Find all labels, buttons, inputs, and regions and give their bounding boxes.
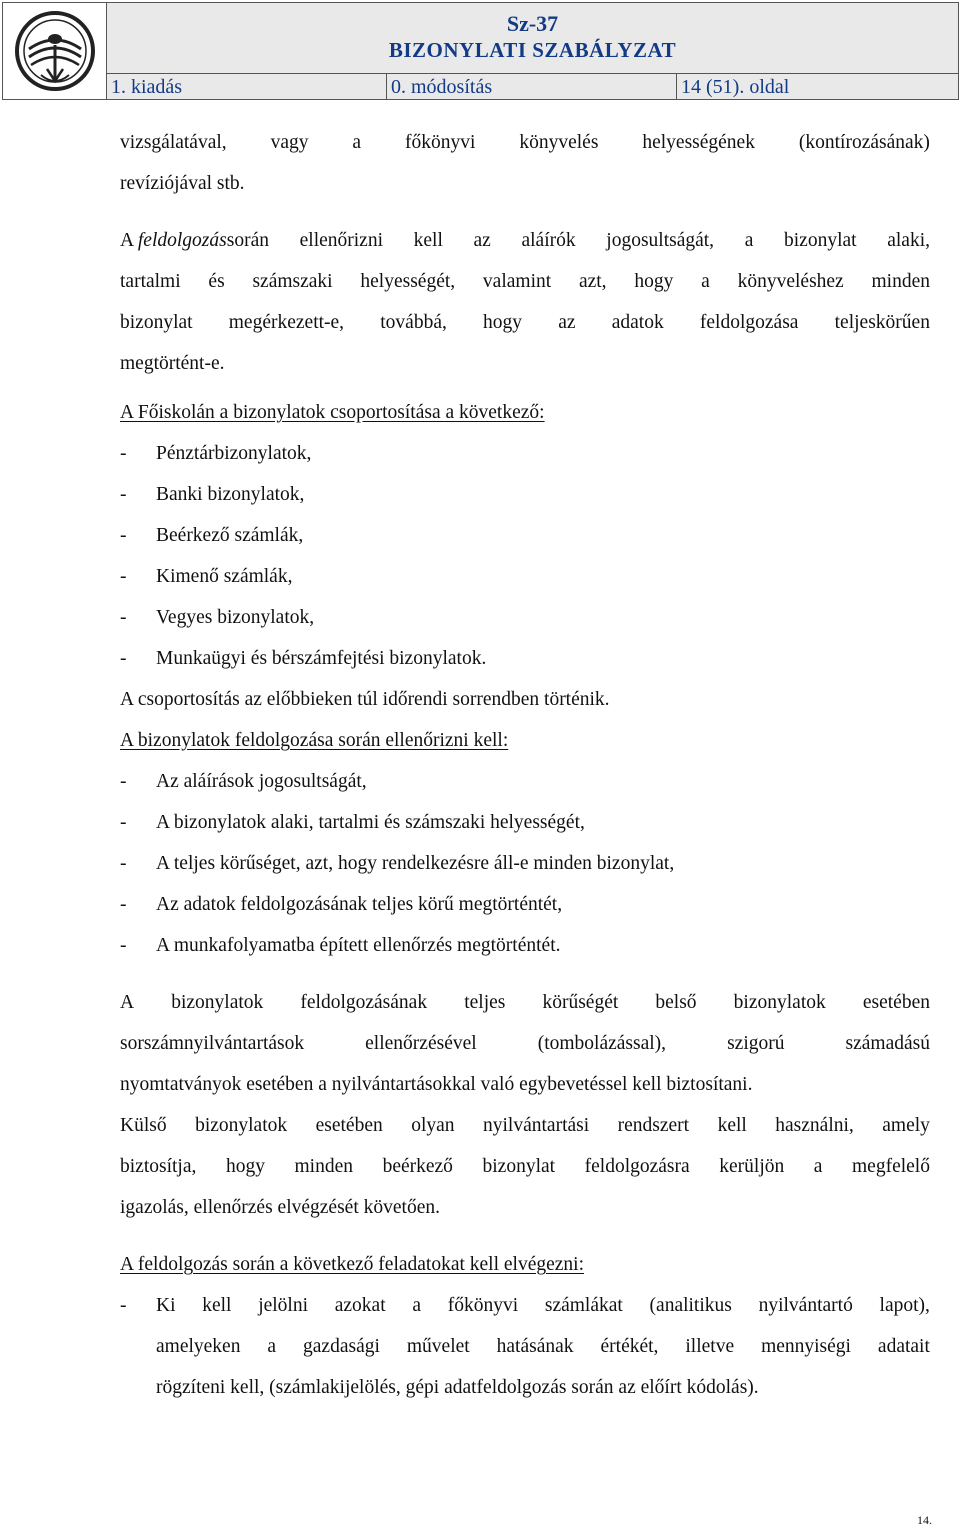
word: illetve — [685, 1336, 735, 1357]
word: a — [267, 1336, 277, 1357]
text-line: igazolás, ellenőrzés elvégzését követően. — [120, 1197, 440, 1218]
word: adatait — [877, 1336, 930, 1357]
list-item: - A munkafolyamatba épített ellenőrzés megtörténtét. — [120, 935, 561, 956]
word: biztosítja, — [120, 1156, 197, 1177]
word: főkönyvi — [405, 132, 476, 153]
word: beérkező — [382, 1156, 453, 1177]
word: jelölni — [258, 1295, 309, 1316]
word: feldolgozásra — [584, 1156, 690, 1177]
document-title: BIZONYLATI SZABÁLYZAT — [388, 38, 677, 62]
word: nyilvántartó — [758, 1295, 853, 1316]
list-item: - Beérkező számlák, — [120, 525, 304, 546]
word: olyan — [411, 1115, 455, 1136]
word: azokat — [334, 1295, 386, 1316]
list-item: - Kimenő számlák, — [120, 566, 293, 587]
word: hogy — [225, 1156, 265, 1177]
section-heading: A feldolgozás során a következő feladatokat kell elvégezni: — [120, 1254, 585, 1275]
word: vizsgálatával, — [120, 132, 227, 153]
word: bizonylatok — [171, 992, 264, 1013]
word: hogy — [483, 312, 523, 333]
word: használni, — [775, 1115, 854, 1136]
modification-label: 0. módosítás — [387, 74, 677, 99]
word: a — [813, 1156, 823, 1177]
word: feldolgozásának — [300, 992, 428, 1013]
checks-list — [120, 761, 930, 966]
text-line — [120, 1105, 930, 1146]
word: Ki — [156, 1295, 176, 1316]
logo — [3, 3, 107, 99]
word: bizonylat — [120, 312, 193, 333]
word: Külső — [120, 1115, 167, 1136]
word: megfelelő — [852, 1156, 930, 1177]
word: helyességének — [642, 132, 755, 153]
text-line — [120, 302, 930, 343]
list-item: - Ki kell jelölni azokat a főkönyvi számlákat (analitikus nyilvántartó lapot), — [120, 1285, 930, 1326]
document-body — [120, 122, 930, 1408]
word: belső — [655, 992, 697, 1013]
word: mennyiségi — [761, 1336, 851, 1357]
list-item: - A bizonylatok alaki, tartalmi és számszaki helyességét, — [120, 812, 585, 833]
header-title-block — [107, 3, 958, 73]
word: körűségét — [542, 992, 619, 1013]
word: kell — [717, 1115, 747, 1136]
word: kerüljön — [719, 1156, 785, 1177]
word: teljeskörűen — [834, 312, 930, 333]
edition-label: 1. kiadás — [107, 74, 387, 99]
list-item: - Munkaügyi és bérszámfejtési bizonylatok. — [120, 648, 487, 669]
text-line — [120, 122, 930, 163]
list-item-continuation: rögzíteni kell, (számlakijelölés, gépi adatfeldolgozás során az előírt kódolás). — [156, 1377, 759, 1398]
list-item: - A teljes körűséget, azt, hogy rendelkezésre áll-e minden bizonylat, — [120, 853, 675, 874]
word: gazdasági — [303, 1336, 380, 1357]
word: (tombolázással), — [537, 1033, 667, 1054]
word: bizonylat — [482, 1156, 556, 1177]
word: lapot), — [879, 1295, 930, 1316]
section-heading: A Főiskolán a bizonylatok csoportosítása a következő: — [120, 402, 545, 423]
word: nyilvántartási — [483, 1115, 590, 1136]
footer-page-number: 14. — [917, 1513, 932, 1527]
word: kell — [202, 1295, 232, 1316]
text-line-rest: során ellenőrizni kell az aláírók jogosultságát, a bizonylat alaki, — [226, 230, 930, 251]
word: művelet — [406, 1336, 470, 1357]
word: adatok — [611, 312, 664, 333]
word: számlákat — [544, 1295, 623, 1316]
word: szigorú — [727, 1033, 785, 1054]
word: teljes — [464, 992, 506, 1013]
word: bizonylatok — [733, 992, 826, 1013]
word: esetében — [315, 1115, 383, 1136]
word: számadású — [845, 1033, 930, 1054]
text-line — [120, 1023, 930, 1064]
word: A — [120, 992, 135, 1013]
text-line: nyomtatványok esetében a nyilvántartásokkal való egybevetéssel kell biztosítani. — [120, 1074, 753, 1095]
word: amely — [882, 1115, 930, 1136]
list-item: - Pénztárbizonylatok, — [120, 443, 312, 464]
word: a — [412, 1295, 421, 1316]
text-line: megtörtént-e. — [120, 353, 225, 374]
word: sorszámnyilvántartások — [120, 1033, 305, 1054]
document-header — [2, 2, 959, 100]
page-label: 14 (51). oldal — [681, 76, 790, 98]
list-item: - Az aláírások jogosultságát, — [120, 771, 367, 792]
word: esetében — [862, 992, 930, 1013]
text-line: A feldolgozás során ellenőrizni kell az aláírók jogosultságát, a bizonylat alaki, — [120, 220, 930, 261]
word: amelyeken — [156, 1336, 241, 1357]
word: minden — [294, 1156, 353, 1177]
word: (kontírozásának) — [798, 132, 930, 153]
list-item-continuation — [120, 1326, 930, 1367]
word: a — [352, 132, 362, 153]
text-line — [120, 1146, 930, 1187]
text-line — [120, 982, 930, 1023]
word: hatásának — [496, 1336, 574, 1357]
list-item: - Banki bizonylatok, — [120, 484, 305, 505]
institution-logo-icon — [11, 9, 99, 93]
list-item: - Az adatok feldolgozásának teljes körű megtörténtét, — [120, 894, 563, 915]
text-line: A csoportosítás az előbbieken túl időrendi sorrendben történik. — [120, 689, 610, 710]
document-code: Sz-37 — [506, 11, 559, 36]
word: továbbá, — [380, 312, 447, 333]
word: az — [558, 312, 576, 333]
emphasis-text: feldolgozás — [137, 230, 227, 251]
word: értékét, — [600, 1336, 659, 1357]
text-line: revíziójával stb. — [120, 173, 245, 194]
header-info-row — [107, 73, 958, 99]
text-line: tartalmi és számszaki helyességét, valamint azt, hogy a könyveléshez minden — [120, 271, 930, 292]
word: bizonylatok — [195, 1115, 288, 1136]
word: (analitikus — [649, 1295, 732, 1316]
word: ellenőrzésével — [365, 1033, 477, 1054]
word: feldolgozása — [699, 312, 799, 333]
list-item: - Vegyes bizonylatok, — [120, 607, 315, 628]
word: rendszert — [617, 1115, 690, 1136]
section-heading: A bizonylatok feldolgozása során ellenőrizni kell: — [120, 730, 509, 751]
word: vagy — [270, 132, 309, 153]
groups-list — [120, 433, 930, 679]
word: megérkezett-e, — [228, 312, 345, 333]
word: főkönyvi — [447, 1295, 519, 1316]
word: könyvelés — [519, 132, 599, 153]
